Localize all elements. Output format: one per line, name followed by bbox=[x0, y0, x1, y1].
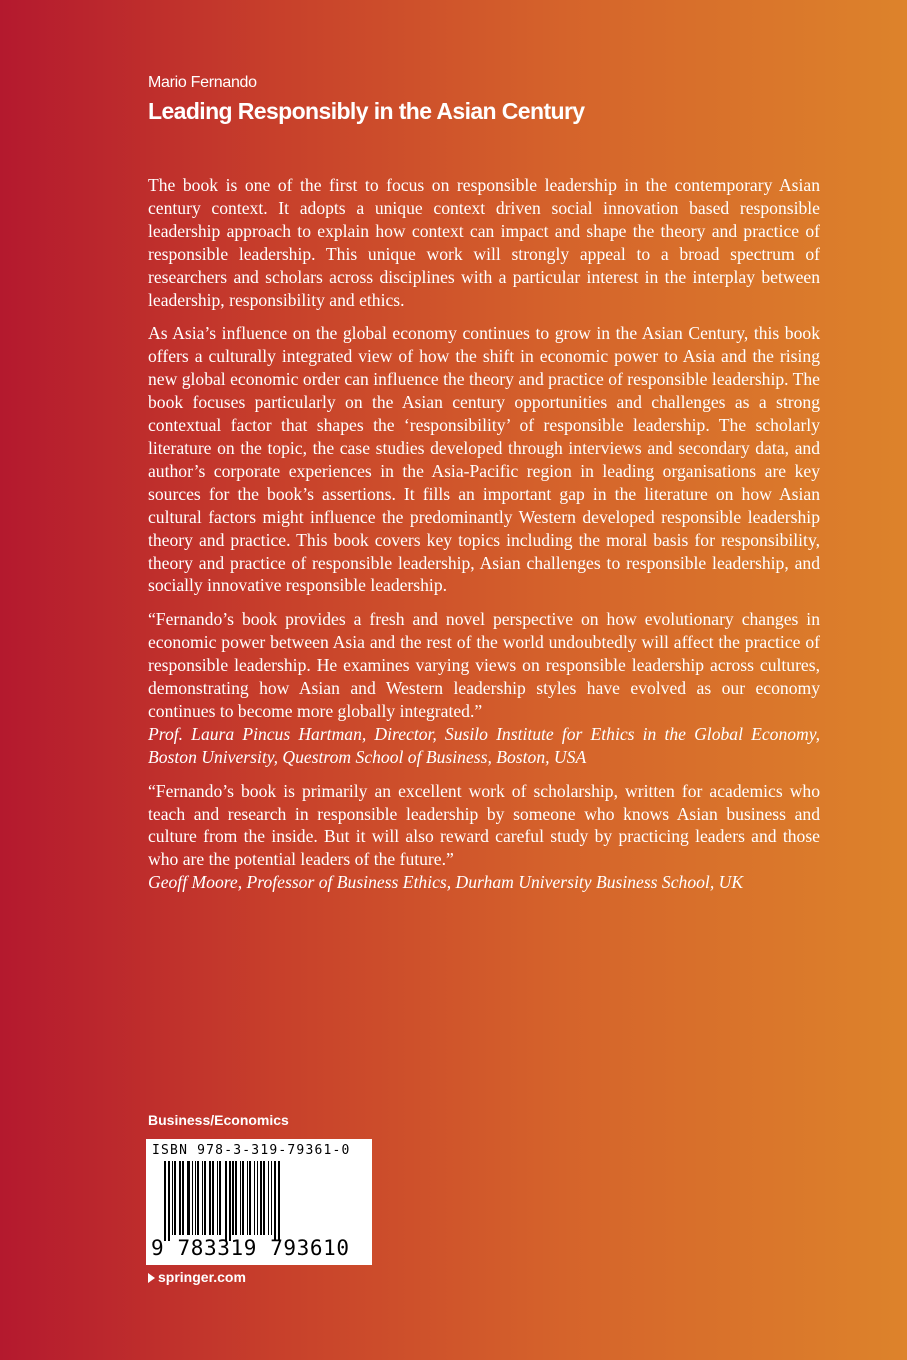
barcode-bar bbox=[229, 1161, 231, 1241]
barcode-bars bbox=[162, 1161, 358, 1241]
endorsement-quote: “Fernando’s book provides a fresh and novel perspective on how evolutionary changes in economic power between Asia and the rest of the world undoubtedly will affect the practice of responsible leadership. He examines varying views on responsible leadership across cultures, demonstrating how Asian and Western leadership styles have evolved as our economy continues to become more globally integrated.” bbox=[148, 609, 820, 721]
barcode-bar bbox=[268, 1161, 269, 1235]
barcode-bar bbox=[172, 1161, 173, 1235]
barcode-box bbox=[146, 1139, 372, 1265]
barcode-bar bbox=[235, 1161, 237, 1235]
barcode-bar bbox=[247, 1161, 248, 1235]
barcode-bar bbox=[195, 1161, 196, 1235]
barcode-bar bbox=[182, 1161, 184, 1235]
barcode-bar bbox=[179, 1161, 181, 1235]
endorsement-quote: “Fernando’s book is primarily an excellent work of scholarship, written for academics who teach and research in responsible leadership by someone who knows Asian business and culture from the inside. But it will also reward careful study by practicing leaders and those who are the potential leaders of the future.” bbox=[148, 780, 820, 870]
barcode-bar bbox=[202, 1161, 203, 1235]
barcode-bar bbox=[263, 1161, 265, 1235]
blurb-paragraph: As Asia’s influence on the global economy continues to grow in the Asian Century, this book offers a culturally integrated view of how the shift in economic power to Asia and the rising new global economic order can influence the theory and practice of responsible leadership. The book focuses particularly on the Asian century opportunities and challenges as a strong contextual factor that shapes the ‘responsibility’ of responsible leadership. The scholarly literature on the topic, the case studies developed through interviews and secondary data, and author’s corporate experiences in the Asia-Pacific region in leading organisations are key sources for the book’s assertions. It fills an important gap in the literature on how Asian cultural factors might influence the predominantly Western developed responsible leadership theory and practice. This book covers key topics including the moral basis for responsibility, theory and practice of responsible leadership, Asian challenges to responsible leadership, and socially innovative responsible leadership. bbox=[148, 323, 820, 596]
isbn-label: ISBN 978-3-319-79361-0 bbox=[152, 1143, 351, 1158]
category-label: Business/Economics bbox=[148, 1112, 289, 1128]
endorsement bbox=[148, 608, 820, 768]
arrow-right-icon bbox=[148, 1273, 155, 1283]
barcode-bar bbox=[240, 1161, 241, 1235]
barcode-bar bbox=[192, 1161, 193, 1235]
endorsement-attribution: Geoff Moore, Professor of Business Ethics, Durham University Business School, UK bbox=[148, 872, 744, 893]
endorsement bbox=[148, 780, 820, 895]
endorsement-attribution: Prof. Laura Pincus Hartman, Director, Susilo Institute for Ethics in the Global Economy, Boston University, Questrom School of Business, Boston, USA bbox=[148, 723, 820, 767]
publisher-url: springer.com bbox=[158, 1269, 246, 1285]
barcode-bar bbox=[197, 1161, 199, 1235]
barcode-bar bbox=[254, 1161, 255, 1235]
barcode-bar bbox=[232, 1161, 234, 1235]
barcode-bar bbox=[242, 1161, 244, 1235]
barcode-bar bbox=[278, 1161, 280, 1241]
author-name: Mario Fernando bbox=[148, 74, 257, 91]
ean-digits: 9 783319 793610 bbox=[151, 1236, 350, 1260]
barcode-bar bbox=[217, 1161, 218, 1235]
barcode-bar bbox=[271, 1161, 272, 1235]
barcode-bar bbox=[174, 1161, 176, 1235]
blurb bbox=[148, 174, 820, 905]
barcode-bar bbox=[225, 1161, 227, 1241]
barcode-bar bbox=[219, 1161, 221, 1235]
barcode-bar bbox=[164, 1161, 166, 1241]
barcode-bar bbox=[168, 1161, 170, 1241]
publisher-link[interactable] bbox=[148, 1269, 246, 1285]
barcode-bar bbox=[274, 1161, 276, 1241]
barcode-bar bbox=[257, 1161, 258, 1235]
book-title: Leading Responsibly in the Asian Century bbox=[148, 98, 585, 124]
barcode-bar bbox=[209, 1161, 211, 1235]
blurb-paragraph: The book is one of the first to focus on responsible leadership in the contemporary Asian century context. It adopts a unique context driven social innovation based responsible leadership approach to explain how context can impact and shape the theory and practice of responsible leadership. This unique work will strongly appeal to a broad spectrum of researchers and scholars across disciplines with a particular interest in the interplay between leadership, responsibility and ethics. bbox=[148, 175, 820, 310]
barcode-bar bbox=[260, 1161, 262, 1235]
barcode-bar bbox=[212, 1161, 214, 1235]
barcode-bar bbox=[249, 1161, 251, 1235]
barcode-bar bbox=[204, 1161, 206, 1235]
barcode-bar bbox=[187, 1161, 190, 1235]
